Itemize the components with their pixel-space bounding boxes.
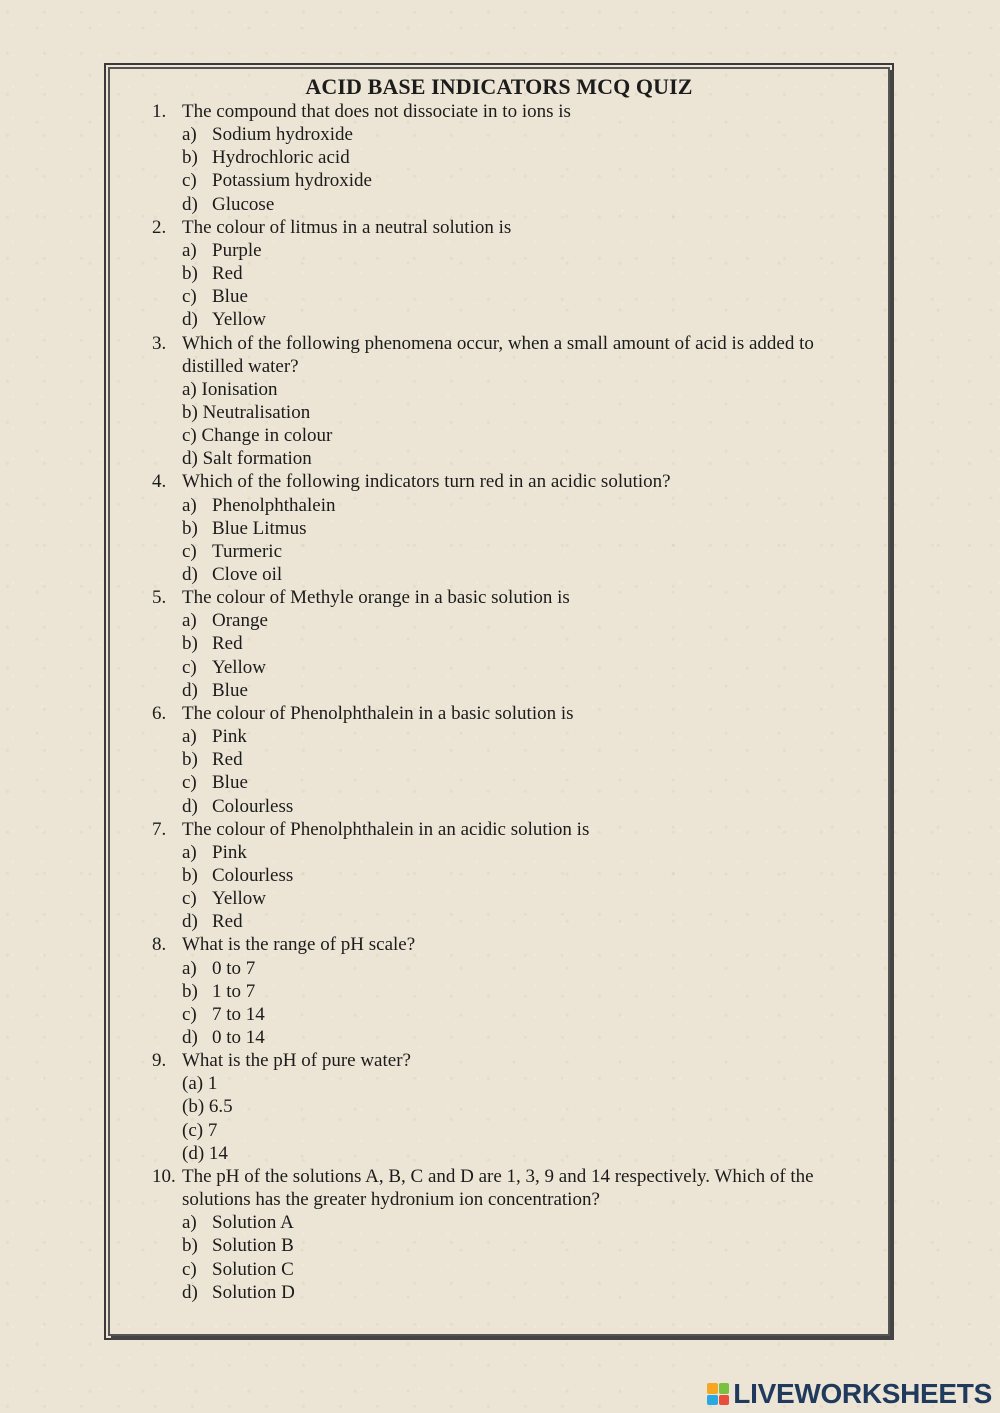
option-text: Orange: [212, 610, 268, 632]
option-letter: a): [182, 841, 197, 863]
option-text: Potassium hydroxide: [212, 170, 372, 192]
logo-square: [719, 1383, 730, 1394]
option-text: 1 to 7: [212, 980, 256, 1002]
option-text: 0 to 14: [212, 1027, 265, 1048]
option-letter: b): [182, 517, 198, 539]
option-text: Colourless: [212, 795, 294, 817]
option-text: (d) 14: [182, 1142, 228, 1164]
option-text: Pink: [212, 726, 247, 748]
option-text: (c) 7: [182, 1119, 218, 1141]
option-text: Yellow: [212, 888, 267, 910]
option-letter: a): [182, 957, 197, 979]
question-text: What is the range of pH scale?: [182, 934, 416, 956]
option-letter: a): [182, 610, 197, 632]
option-text: Blue Litmus: [212, 517, 307, 539]
question-number: 2.: [152, 216, 167, 238]
option-text: Solution B: [212, 1235, 294, 1257]
option-letter: a): [182, 726, 197, 748]
question-number: 5.: [152, 587, 167, 609]
option-letter: b): [182, 147, 198, 169]
option-text: Glucose: [212, 193, 275, 215]
option-text: Blue: [212, 772, 248, 794]
option-text: 7 to 14: [212, 1003, 265, 1025]
option-letter: c): [182, 772, 197, 794]
question-number: 1.: [152, 101, 167, 122]
option-letter: a): [182, 239, 197, 261]
page-title: ACID BASE INDICATORS MCQ QUIZ: [305, 74, 693, 99]
option-letter: c): [182, 656, 197, 678]
option-text: Red: [212, 633, 243, 655]
option-letter: d): [182, 679, 198, 701]
option-text: Turmeric: [212, 540, 283, 562]
option-text: Blue: [212, 679, 248, 701]
option-text: b) Neutralisation: [182, 401, 311, 423]
option-text: Colourless: [212, 864, 294, 886]
question-number: 7.: [152, 818, 167, 840]
option-text: Solution D: [212, 1281, 295, 1303]
option-letter: d): [182, 193, 198, 215]
option-text: d) Salt formation: [182, 448, 312, 470]
question-text: The colour of Phenolphthalein in a basic solution is: [182, 702, 574, 724]
option-letter: b): [182, 749, 198, 771]
option-letter: c): [182, 888, 197, 910]
option-letter: d): [182, 795, 198, 817]
question-text: The colour of Methyle orange in a basic solution is: [182, 587, 570, 609]
option-letter: b): [182, 633, 198, 655]
question-number: 9.: [152, 1050, 167, 1072]
question-number: 10.: [152, 1165, 176, 1187]
question-number: 3.: [152, 332, 167, 354]
liveworksheets-logo-icon: [707, 1383, 729, 1405]
question-text: Which of the following indicators turn red in an acidic solution?: [182, 471, 671, 493]
question-text: What is the pH of pure water?: [182, 1050, 411, 1072]
worksheet-frame: [104, 63, 894, 1340]
option-text: a) Ionisation: [182, 378, 278, 400]
liveworksheets-brand[interactable]: [707, 1379, 992, 1409]
question-text: Which of the following phenomena occur, when a small amount of acid is added to: [182, 332, 814, 354]
option-text: Phenolphthalein: [212, 494, 336, 516]
option-letter: b): [182, 864, 198, 886]
question-text: The pH of the solutions A, B, C and D are 1, 3, 9 and 14 respectively. Which of the: [182, 1165, 814, 1187]
option-letter: a): [182, 1212, 197, 1234]
option-text: (b) 6.5: [182, 1096, 233, 1118]
option-text: Solution A: [212, 1212, 294, 1234]
option-text: (a) 1: [182, 1073, 218, 1095]
option-letter: b): [182, 980, 198, 1002]
logo-square: [707, 1383, 718, 1394]
logo-square: [707, 1395, 718, 1406]
question-text: distilled water?: [182, 355, 299, 377]
question-text: The compound that does not dissociate in to ions is: [182, 101, 571, 122]
option-text: Pink: [212, 841, 247, 863]
option-letter: b): [182, 263, 198, 285]
option-text: Red: [212, 263, 243, 285]
question-text: The colour of litmus in a neutral solution is: [182, 216, 512, 238]
option-letter: b): [182, 1235, 198, 1257]
question-number: 6.: [152, 702, 167, 724]
option-letter: c): [182, 540, 197, 562]
option-letter: d): [182, 564, 198, 585]
option-letter: c): [182, 1003, 197, 1025]
brand-name: LIVEWORKSHEETS: [733, 1378, 992, 1409]
option-letter: d): [182, 911, 198, 933]
option-letter: d): [182, 309, 198, 331]
option-letter: d): [182, 1281, 198, 1303]
option-letter: a): [182, 494, 197, 516]
option-text: Sodium hydroxide: [212, 124, 353, 146]
option-text: Hydrochloric acid: [212, 147, 350, 169]
option-letter: c): [182, 1258, 197, 1280]
option-text: Yellow: [212, 309, 267, 331]
question-text: solutions has the greater hydronium ion concentration?: [182, 1189, 600, 1211]
question-text: The colour of Phenolphthalein in an acidic solution is: [182, 818, 590, 840]
option-text: c) Change in colour: [182, 425, 333, 447]
logo-square: [719, 1395, 730, 1406]
option-text: Solution C: [212, 1258, 294, 1280]
option-text: Purple: [212, 239, 262, 261]
question-number: 8.: [152, 934, 167, 956]
option-letter: c): [182, 286, 197, 308]
option-letter: c): [182, 170, 197, 192]
option-text: 0 to 7: [212, 957, 256, 979]
option-text: Yellow: [212, 656, 267, 678]
option-text: Blue: [212, 286, 248, 308]
question-number: 4.: [152, 471, 167, 493]
option-text: Red: [212, 749, 243, 771]
option-text: Clove oil: [212, 564, 283, 585]
option-letter: d): [182, 1027, 198, 1048]
option-text: Red: [212, 911, 243, 933]
option-letter: a): [182, 124, 197, 146]
